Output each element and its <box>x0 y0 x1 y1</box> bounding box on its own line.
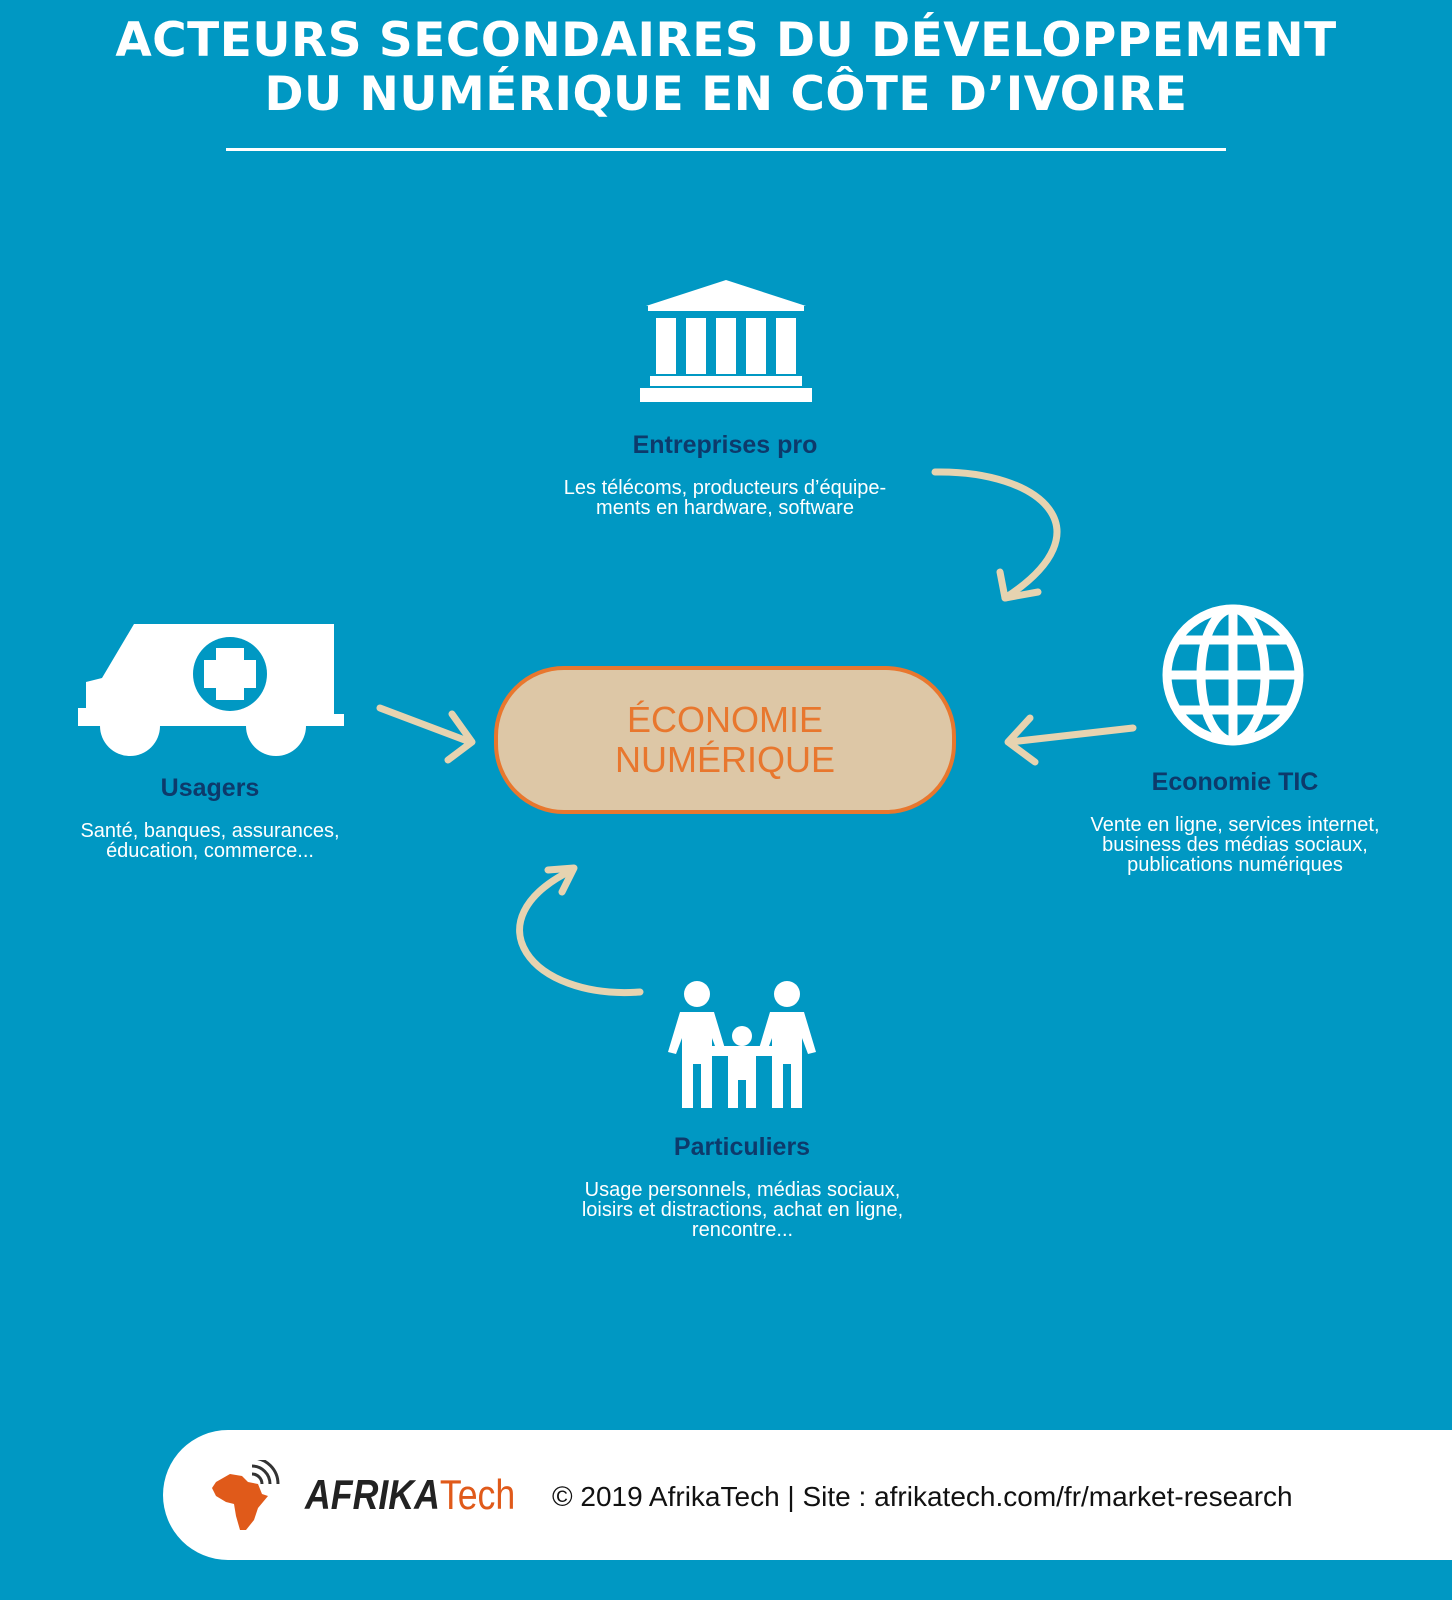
globe-icon <box>1160 602 1306 748</box>
particuliers-desc-line: Usage personnels, médias sociaux, <box>584 1179 901 1201</box>
usagers-desc-line: Santé, banques, assurances, <box>80 820 340 842</box>
economie-tic-desc-line: publications numériques <box>1127 854 1343 876</box>
economie-tic-heading: Economie TIC <box>1151 768 1319 796</box>
entreprises-heading: Entreprises pro <box>632 431 818 459</box>
center-economie-numerique <box>494 666 956 814</box>
bank-building-icon <box>638 278 814 406</box>
arrow-particuliers-to-center <box>520 870 640 993</box>
usagers-heading: Usagers <box>160 774 260 802</box>
particuliers-heading: Particuliers <box>673 1133 811 1161</box>
entreprises-desc-line: ments en hardware, software <box>596 497 854 519</box>
entreprises-desc-line: Les télécoms, producteurs d’équipe- <box>563 477 887 499</box>
afrikatech-logo-text <box>305 1470 515 1520</box>
family-icon <box>666 980 818 1108</box>
copyright-text: © 2019 AfrikaTech | Site : afrikatech.com/fr/market-research <box>552 1481 1293 1512</box>
usagers-description <box>20 821 400 861</box>
entreprises-description <box>500 478 950 518</box>
economie-tic-description <box>1015 815 1452 875</box>
page-title-line-2: DU NUMÉRIQUE EN CÔTE D’IVOIRE <box>264 67 1188 122</box>
center-line-2: NUMÉRIQUE <box>614 739 835 780</box>
particuliers-desc-line: rencontre... <box>691 1219 794 1241</box>
arrow-tic-to-center <box>1010 728 1133 742</box>
page-title-line-1: ACTEURS SECONDAIRES DU DÉVELOPPEMENT <box>115 13 1337 68</box>
usagers-desc-line: éducation, commerce... <box>106 840 314 862</box>
africa-signal-icon <box>208 1460 284 1532</box>
center-line-1: ÉCONOMIE <box>626 699 823 740</box>
brand-part-1: AFRIKA <box>305 1471 440 1518</box>
brand-part-2: Tech <box>439 1471 516 1518</box>
arrow-entreprises-to-center <box>935 472 1057 598</box>
particuliers-desc-line: loisirs et distractions, achat en ligne, <box>581 1199 904 1221</box>
particuliers-description <box>520 1180 965 1240</box>
ambulance-icon <box>76 622 346 758</box>
economie-tic-desc-line: Vente en ligne, services internet, <box>1090 814 1380 836</box>
economie-tic-desc-line: business des médias sociaux, <box>1102 834 1368 856</box>
